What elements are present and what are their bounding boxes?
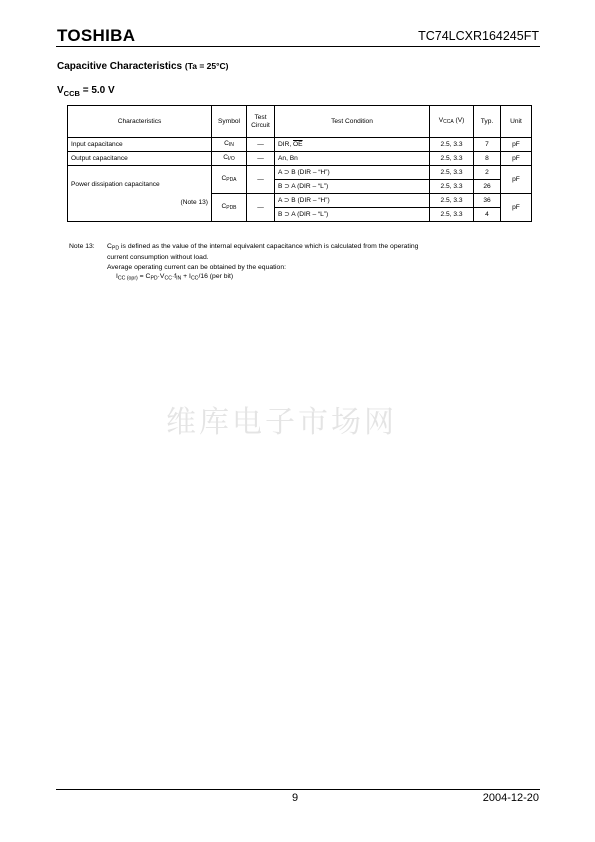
row-typ: 8 xyxy=(474,152,501,166)
row-characteristic: Input capacitance xyxy=(68,138,212,152)
row-vcca: 2.5, 3.3 xyxy=(430,180,474,194)
row-characteristic: Output capacitance xyxy=(68,152,212,166)
eq-part: + I xyxy=(181,273,191,281)
row-vcca: 2.5, 3.3 xyxy=(430,152,474,166)
header-test-condition: Test Condition xyxy=(275,106,430,138)
eq-part: ·V xyxy=(157,273,165,281)
header-symbol: Symbol xyxy=(212,106,247,138)
pda-unit: pF xyxy=(501,166,532,194)
vccb-condition xyxy=(57,85,115,98)
section-title xyxy=(57,61,229,72)
pda-test-circuit: — xyxy=(247,166,275,194)
note-label: Note 13: xyxy=(69,243,95,250)
watermark: 维库电子市场网 xyxy=(166,405,397,440)
row-typ: 4 xyxy=(474,208,501,222)
section-condition: (Ta = 25°C) xyxy=(184,61,229,71)
eq-part: /16 (per bit) xyxy=(198,273,234,281)
note-body xyxy=(107,242,539,283)
header-vcca-unit: (V) xyxy=(453,117,465,125)
section-title-text: Capacitive Characteristics xyxy=(57,61,183,72)
row-condition xyxy=(275,138,430,152)
note-line-3: Average operating current can be obtained by the equation: xyxy=(107,263,286,271)
capacitive-characteristics-table xyxy=(67,105,532,222)
header-test-circuit-line2: Circuit xyxy=(251,121,270,129)
row-unit: pF xyxy=(501,152,532,166)
page-number: 9 xyxy=(292,792,299,804)
document-date: 2004-12-20 xyxy=(482,792,539,804)
row-condition: B ⊃ A (DIR – “L”) xyxy=(275,180,430,194)
row-vcca: 2.5, 3.3 xyxy=(430,194,474,208)
note-line-1-text: is defined as the value of the internal equivalent capacitance which is calculated from the operating xyxy=(119,243,419,250)
table-header-row xyxy=(68,106,532,138)
row-vcca: 2.5, 3.3 xyxy=(430,208,474,222)
symbol-main: C xyxy=(223,154,229,162)
eq-part: ·f xyxy=(171,273,177,281)
table-row xyxy=(68,138,532,152)
vccb-sub: CCB xyxy=(63,89,80,98)
vccb-label: V xyxy=(57,85,64,96)
note-equation xyxy=(107,272,539,283)
symbol-main: C xyxy=(221,175,227,183)
row-vcca: 2.5, 3.3 xyxy=(430,166,474,180)
eq-part: = C xyxy=(137,273,151,281)
row-unit: pF xyxy=(501,138,532,152)
eq-sub: CC xyxy=(190,275,199,282)
row-condition: B ⊃ A (DIR – “L”) xyxy=(275,208,430,222)
note-line-2: current consumption without load. xyxy=(107,253,209,261)
pdb-unit: pF xyxy=(501,194,532,222)
row-condition: A ⊃ B (DIR – “H”) xyxy=(275,194,430,208)
header-test-circuit-line1: Test xyxy=(254,113,267,121)
symbol-sub: PDA xyxy=(226,177,237,184)
row-test-circuit: — xyxy=(247,138,275,152)
eq-sub: CC xyxy=(164,275,172,282)
condition-plain: DIR, xyxy=(278,140,294,148)
table-row xyxy=(68,166,532,180)
row-typ: 36 xyxy=(474,194,501,208)
row-typ: 7 xyxy=(474,138,501,152)
header-vcca-main: V xyxy=(438,117,444,125)
note-cpd-sub: PD xyxy=(111,245,120,252)
header-test-circuit xyxy=(247,106,275,138)
note-line-1 xyxy=(107,242,539,253)
symbol-main: C xyxy=(224,140,229,148)
header-characteristics: Characteristics xyxy=(68,106,212,138)
row-symbol xyxy=(212,138,247,152)
footer-divider xyxy=(56,789,540,790)
header-vcca xyxy=(430,106,474,138)
pdb-test-circuit: — xyxy=(247,194,275,222)
pda-symbol xyxy=(212,166,247,194)
row-typ: 26 xyxy=(474,180,501,194)
row-condition: An, Bn xyxy=(275,152,430,166)
row-vcca: 2.5, 3.3 xyxy=(430,138,474,152)
note-13-reference: (Note 13) xyxy=(180,198,208,206)
row-typ: 2 xyxy=(474,166,501,180)
eq-sub: PD xyxy=(150,275,158,282)
part-number: TC74LCXR164245FT xyxy=(418,29,539,43)
pdb-symbol xyxy=(212,194,247,222)
eq-sub: IN xyxy=(176,275,182,282)
header-divider xyxy=(56,46,540,47)
power-characteristic: Power dissipation capacitance xyxy=(71,180,160,188)
power-characteristic-cell xyxy=(68,166,212,222)
symbol-main: C xyxy=(221,203,227,211)
header-typ: Typ. xyxy=(474,106,501,138)
vccb-value: = 5.0 V xyxy=(79,85,115,96)
header-vcca-sub: CCA xyxy=(443,119,454,126)
symbol-sub: I/O xyxy=(228,156,235,163)
eq-part: I xyxy=(116,273,118,281)
row-condition: A ⊃ B (DIR – “H”) xyxy=(275,166,430,180)
eq-sub: CC (opr) xyxy=(117,275,138,282)
table-row xyxy=(68,152,532,166)
condition-overline: $\overline{OE}$ xyxy=(293,140,303,148)
symbol-sub: IN xyxy=(228,142,234,149)
header-unit: Unit xyxy=(501,106,532,138)
note-cpd-main: C xyxy=(107,243,112,250)
row-test-circuit: — xyxy=(247,152,275,166)
brand-logo: TOSHIBA xyxy=(57,26,136,45)
row-symbol xyxy=(212,152,247,166)
symbol-sub: PDB xyxy=(226,205,237,212)
